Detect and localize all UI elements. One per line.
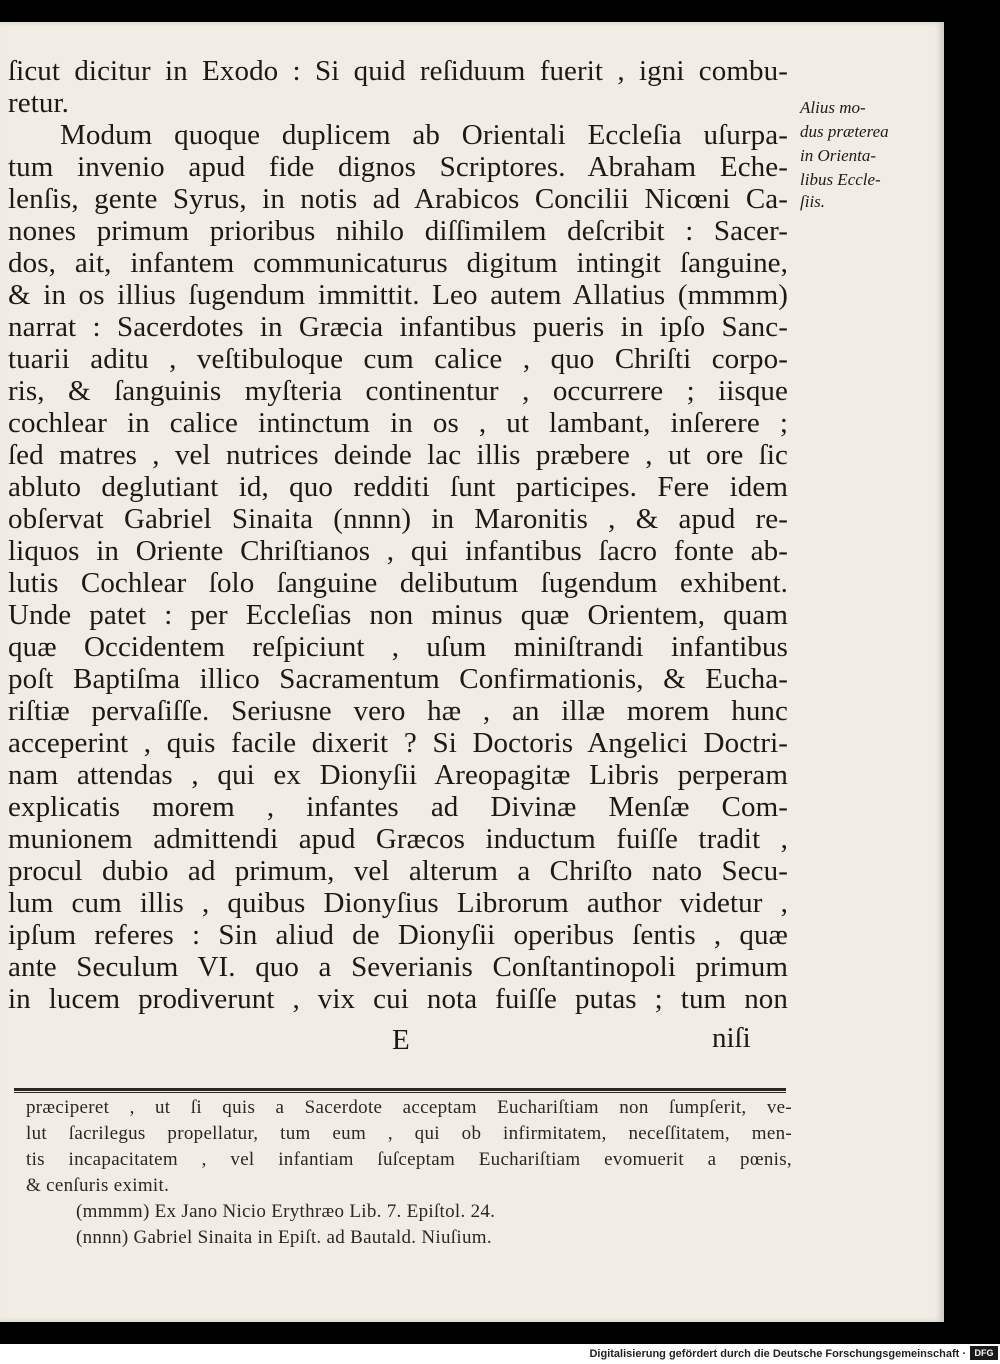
body-line: explicatis morem , infantes ad Divinæ Menſæ Com- <box>8 791 788 823</box>
body-line: cochlear in calice intinctum in os , ut lambant, inſerere ; <box>8 407 788 439</box>
dfg-logo: DFG <box>970 1346 998 1360</box>
body-line: acceperint , quis facile dixerit ? Si Doctoris Angelici Doctri- <box>8 727 788 759</box>
footnote-reference: (nnnn) Gabriel Sinaita in Epiſt. ad Bautald. Niuſium. <box>76 1227 492 1248</box>
body-line: retur. <box>8 87 69 119</box>
book-page <box>0 22 944 1322</box>
footnote-line: præciperet , ut ſi quis a Sacerdote acceptam Euchariſtiam non ſumpſerit, ve- <box>26 1097 792 1118</box>
body-line: nones primum prioribus nihilo diſſimilem deſcribit : Sacer- <box>8 215 788 247</box>
body-line: narrat : Sacerdotes in Græcia infantibus pueris in ipſo Sanc- <box>8 311 788 343</box>
body-line: Modum quoque duplicem ab Orientali Eccleſia uſurpa- <box>60 119 788 151</box>
body-line: lum cum illis , quibus Dionyſius Librorum author videtur , <box>8 887 788 919</box>
body-line: ſicut dicitur in Exodo : Si quid reſiduum fuerit , igni combu- <box>8 55 788 87</box>
footnote-reference: (mmmm) Ex Jano Nicio Erythræo Lib. 7. Epiſtol. 24. <box>76 1201 496 1222</box>
body-line: ante Seculum VI. quo a Severianis Conſtantinopoli primum <box>8 951 788 983</box>
margin-note-line: in Orienta- <box>800 146 877 165</box>
body-line: lutis Cochlear ſolo ſanguine delibutum ſugendum exhibent. <box>8 567 788 599</box>
body-line: Unde patet : per Eccleſias non minus quæ Orientem, quam <box>8 599 788 631</box>
margin-note-line: dus præterea <box>800 122 889 141</box>
signature-mark: E <box>392 1024 410 1056</box>
body-line: ſed matres , vel nutrices deinde lac illis præbere , ut ore ſic <box>8 439 788 471</box>
body-line: obſervat Gabriel Sinaita (nnnn) in Maronitis , & apud re- <box>8 503 788 535</box>
footnote-line: tis incapacitatem , vel infantiam ſuſceptam Euchariſtiam evomuerit a pœnis, <box>26 1149 792 1170</box>
margin-note-line: ſiis. <box>800 192 826 211</box>
body-line: riſtiæ pervaſiſſe. Seriusne vero hæ , an illæ morem hunc <box>8 695 788 727</box>
footnote-separator-rule <box>14 1088 786 1093</box>
body-line: lenſis, gente Syrus, in notis ad Arabicos Concilii Nicœni Ca- <box>8 183 788 215</box>
body-line: dos, ait, infantem communicaturus digitum intingit ſanguine, <box>8 247 788 279</box>
body-line: procul dubio ad primum, vel alterum a Chriſto nato Secu- <box>8 855 788 887</box>
body-line: ris, & ſanguinis myſteria continentur , occurrere ; iisque <box>8 375 788 407</box>
body-line: in lucem prodiverunt , vix cui nota fuiſſe putas ; tum non <box>8 983 788 1015</box>
body-line: poſt Baptiſma illico Sacramentum Confirmationis, & Eucha- <box>8 663 788 695</box>
catchword: niſi <box>712 1022 751 1054</box>
margin-note-line: libus Eccle- <box>800 170 881 189</box>
body-line: nam attendas , qui ex Dionyſii Areopagitæ Libris perperam <box>8 759 788 791</box>
footer-credit: Digitalisierung gefördert durch die Deutsche Forschungsgemeinschaft · <box>589 1348 966 1360</box>
body-line: munionem admittendi apud Græcos inductum fuiſſe tradit , <box>8 823 788 855</box>
margin-note-line: Alius mo- <box>800 98 866 117</box>
body-line: ipſum referes : Sin aliud de Dionyſii operibus ſentis , quæ <box>8 919 788 951</box>
body-line: quæ Occidentem reſpiciunt , uſum miniſtrandi infantibus <box>8 631 788 663</box>
body-line: tuarii aditu , veſtibuloque cum calice , quo Chriſti corpo- <box>8 343 788 375</box>
body-line: abluto deglutiant id, quo redditi ſunt participes. Fere idem <box>8 471 788 503</box>
body-line: tum invenio apud fide dignos Scriptores. Abraham Eche- <box>8 151 788 183</box>
body-line: liquos in Oriente Chriſtianos , qui infantibus ſacro fonte ab- <box>8 535 788 567</box>
footnote-line: lut ſacrilegus propellatur, tum eum , qui ob infirmitatem, neceſſitatem, men- <box>26 1123 792 1144</box>
body-line: & in os illius ſugendum immittit. Leo autem Allatius (mmmm) <box>8 279 788 311</box>
footnote-line: & cenſuris eximit. <box>26 1175 170 1196</box>
